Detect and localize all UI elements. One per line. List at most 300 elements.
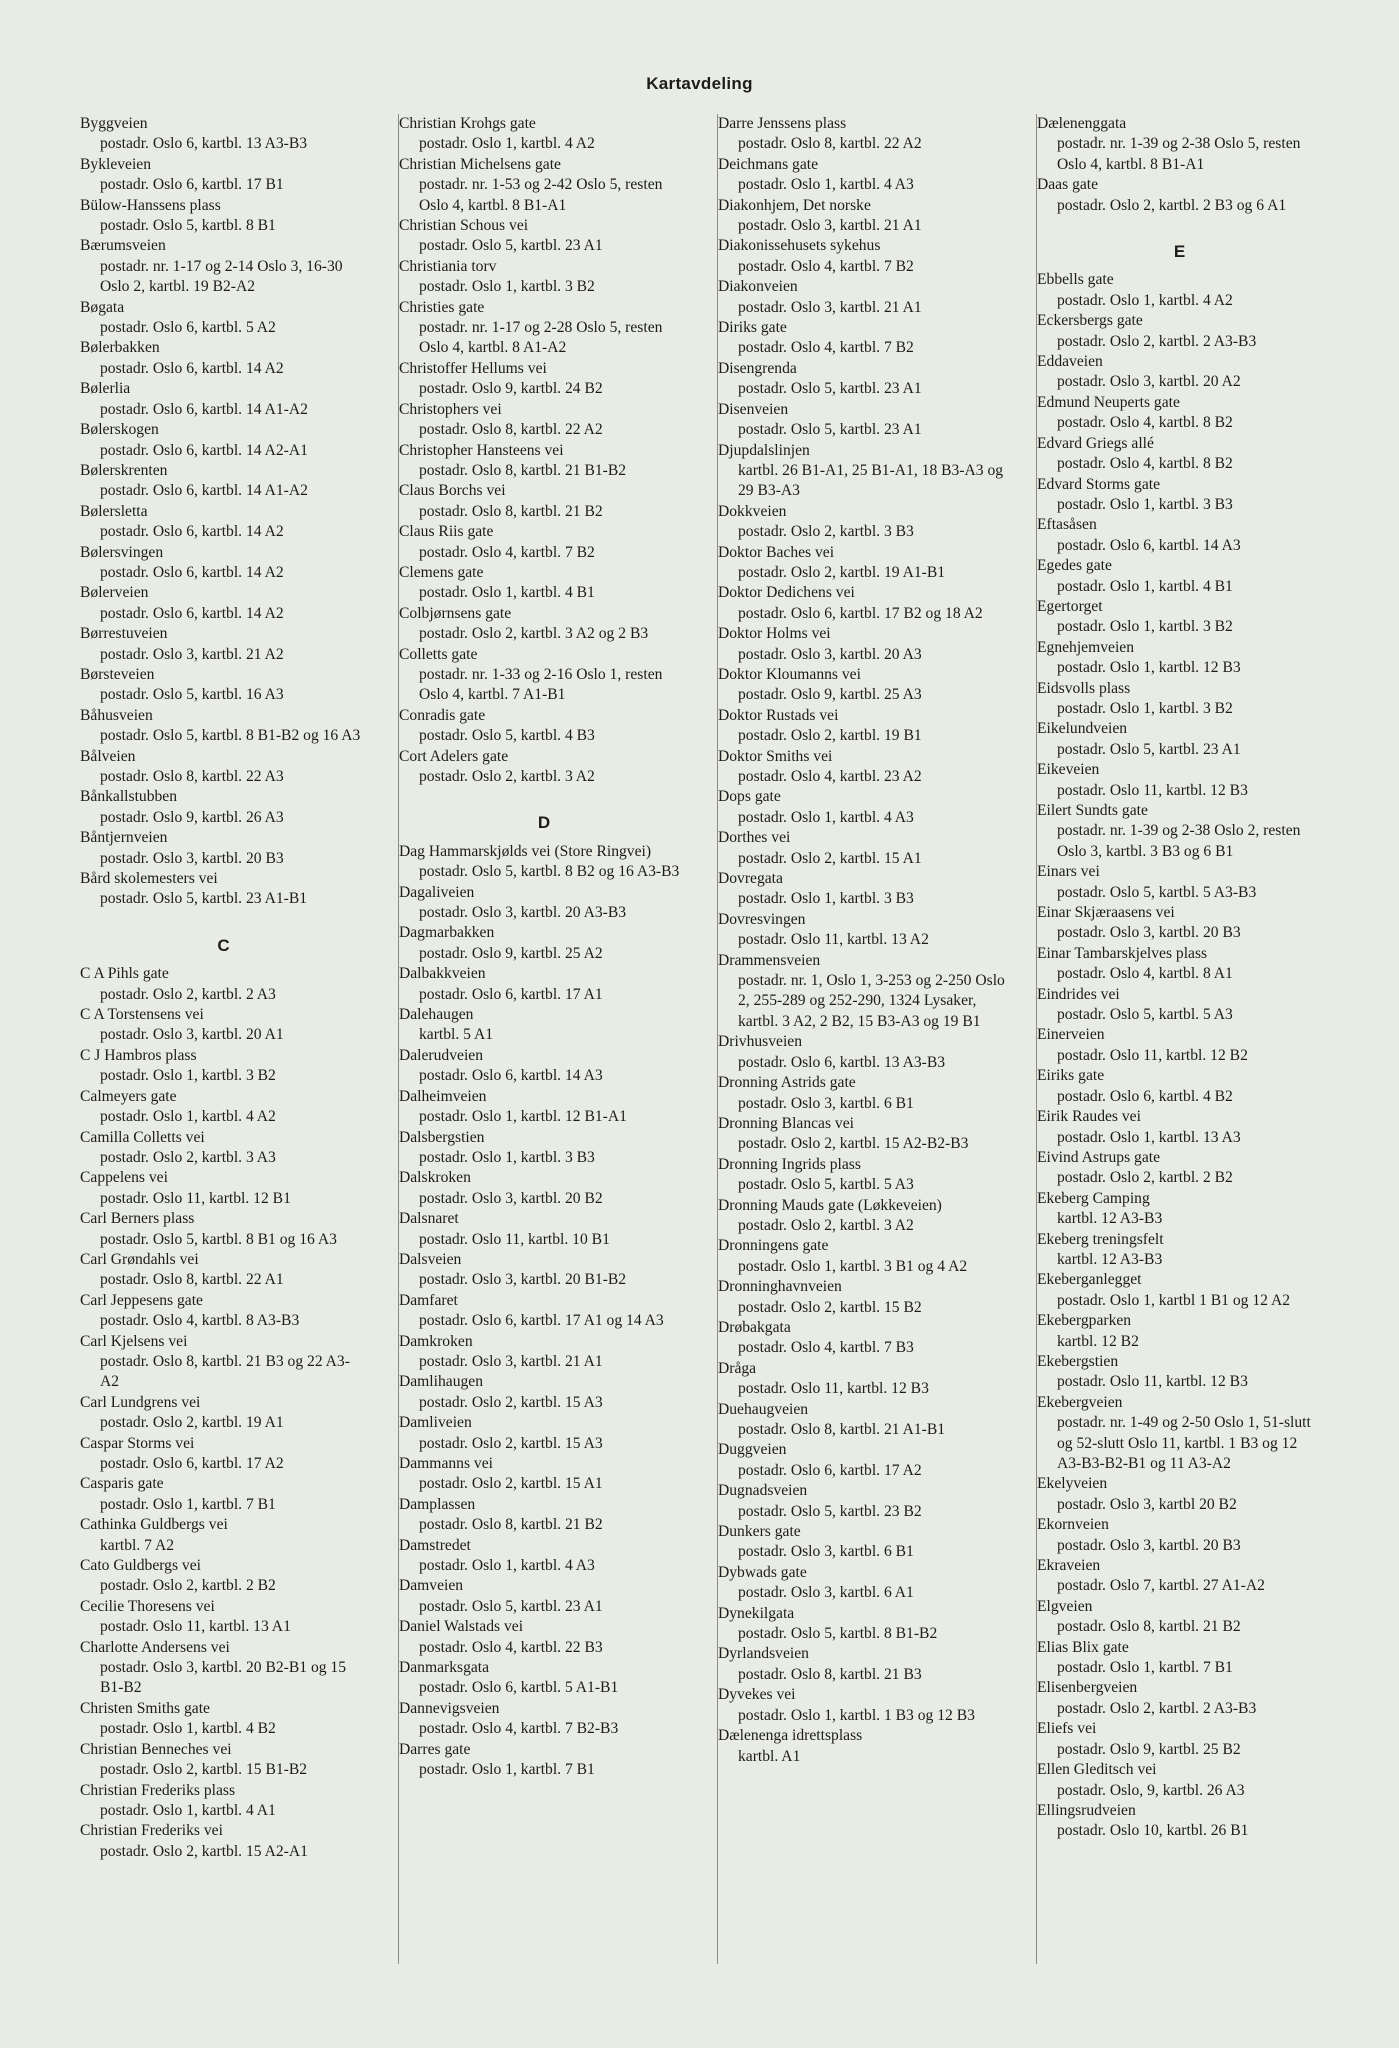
street-entry xyxy=(718,114,1008,155)
street-entry xyxy=(399,1740,689,1781)
street-name: Bølersletta xyxy=(80,502,148,520)
street-name: Børsteveien xyxy=(80,665,155,683)
street-name: Dronning Mauds gate (Løkkeveien) xyxy=(718,1196,942,1214)
street-entry xyxy=(1037,1801,1322,1842)
street-entry xyxy=(80,665,367,706)
street-address: postadr. Oslo 8, kartbl. 22 A1 xyxy=(100,1271,284,1289)
street-address: postadr. Oslo 6, kartbl. 13 A3-B3 xyxy=(738,1053,946,1071)
street-address: postadr. Oslo 5, kartbl. 8 B2 og 16 A3-B3 xyxy=(419,863,680,881)
street-name: Christian Benneches vei xyxy=(80,1740,232,1758)
street-address: postadr. Oslo 2, kartbl. 19 A1 xyxy=(100,1414,284,1432)
street-entry xyxy=(718,1440,1008,1481)
street-address: postadr. Oslo 2, kartbl. 15 B1-B2 xyxy=(100,1761,308,1779)
street-address: postadr. Oslo 2, kartbl. 3 A3 xyxy=(100,1148,276,1166)
street-address: postadr. Oslo 2, kartbl. 3 B3 xyxy=(738,523,914,541)
street-address: postadr. Oslo 4, kartbl. 22 B3 xyxy=(419,1638,603,1656)
street-entry xyxy=(399,1128,689,1169)
street-name: Christian Frederiks vei xyxy=(80,1822,223,1840)
street-entry xyxy=(1037,352,1322,393)
street-address: postadr. Oslo 11, kartbl. 12 B3 xyxy=(738,1380,929,1398)
street-entry xyxy=(718,583,1008,624)
street-address: kartbl. 12 A3-B3 xyxy=(1057,1210,1163,1228)
street-address: postadr. Oslo 6, kartbl. 14 A2 xyxy=(100,563,284,581)
street-entry xyxy=(1037,1066,1322,1107)
street-entry xyxy=(399,1699,689,1740)
street-name: Diakonissehusets sykehus xyxy=(718,237,881,255)
street-address: postadr. Oslo 4, kartbl. 7 B2 xyxy=(419,543,595,561)
street-entry xyxy=(80,1740,367,1781)
street-entry xyxy=(80,420,367,461)
section-letter: D xyxy=(537,813,551,833)
street-address: postadr. Oslo 1, kartbl. 4 A3 xyxy=(738,176,914,194)
street-address: postadr. Oslo 2, kartbl. 15 A3 xyxy=(419,1393,603,1411)
street-address: postadr. Oslo 5, kartbl. 23 A1 xyxy=(419,1597,603,1615)
street-address: postadr. Oslo 4, kartbl. 7 B2 xyxy=(738,257,914,275)
street-entry xyxy=(1037,1515,1322,1556)
street-entry xyxy=(399,964,689,1005)
street-entry xyxy=(399,1413,689,1454)
street-name: Colletts gate xyxy=(399,645,478,663)
street-entry xyxy=(718,1400,1008,1441)
street-name: Camilla Colletts vei xyxy=(80,1128,205,1146)
street-name: Egertorget xyxy=(1037,597,1103,615)
street-name: Damplassen xyxy=(399,1495,476,1513)
street-address: postadr. Oslo 1, kartbl. 3 B3 xyxy=(738,890,914,908)
street-name: Christian Krohgs gate xyxy=(399,115,536,132)
street-name: Drivhusveien xyxy=(718,1033,803,1051)
street-address: postadr. Oslo 5, kartbl. 8 B1-B2 og 16 A3 xyxy=(100,727,361,745)
street-entry xyxy=(1037,515,1322,556)
section-letter: C xyxy=(217,935,230,955)
street-entry xyxy=(399,1250,689,1291)
street-entry xyxy=(718,236,1008,277)
street-name: Edmund Neuperts gate xyxy=(1037,393,1180,411)
street-address: postadr. Oslo 8, kartbl. 22 A2 xyxy=(738,135,922,153)
street-name: Dalsveien xyxy=(399,1250,462,1268)
street-name: Bård skolemesters vei xyxy=(80,870,218,888)
street-name: Elias Blix gate xyxy=(1037,1638,1129,1656)
street-entry xyxy=(399,1495,689,1536)
street-address: postadr. Oslo 1, kartbl. 7 B1 xyxy=(1057,1659,1233,1677)
street-entry xyxy=(399,1209,689,1250)
street-entry xyxy=(718,400,1008,441)
street-entry xyxy=(1037,1107,1322,1148)
street-entry xyxy=(399,1454,689,1495)
street-entry xyxy=(718,543,1008,584)
street-entry xyxy=(399,883,689,924)
street-name: Eddaveien xyxy=(1037,353,1103,371)
street-address: postadr. Oslo 1, kartbl. 1 B3 og 12 B3 xyxy=(738,1706,975,1724)
street-address: postadr. Oslo 4, kartbl. 7 B3 xyxy=(738,1339,914,1357)
street-name: Daniel Walstads vei xyxy=(399,1618,524,1636)
street-name: Dammanns vei xyxy=(399,1455,493,1472)
street-entry xyxy=(80,155,367,196)
street-address: postadr. Oslo 5, kartbl. 5 A3 xyxy=(738,1176,914,1194)
street-entry xyxy=(1037,393,1322,434)
street-entry xyxy=(718,869,1008,910)
street-entry xyxy=(1037,719,1322,760)
street-name: Christoffer Hellums vei xyxy=(399,359,547,377)
street-address: postadr. Oslo 7, kartbl. 27 A1-A2 xyxy=(1057,1577,1265,1595)
street-entry xyxy=(1037,1270,1322,1311)
street-address: postadr. Oslo 9, kartbl. 25 A3 xyxy=(738,686,922,704)
street-entry xyxy=(718,1644,1008,1685)
street-entry xyxy=(399,441,689,482)
street-name: Ekraveien xyxy=(1037,1557,1101,1575)
street-entry xyxy=(718,828,1008,869)
street-address: postadr. Oslo 3, kartbl. 20 B3 xyxy=(1057,924,1241,942)
street-address: postadr. Oslo 1, kartbl. 4 A2 xyxy=(1057,291,1233,309)
street-address: postadr. nr. 1, Oslo 1, 3-253 og 2-250 Oslo 2, 255-289 og 252-290, 1324 Lysaker, kartbl. 3 A2, 2 B2, 15 B3-A3 og 19 B1 xyxy=(738,972,1005,1030)
street-name: Dronning Blancas vei xyxy=(718,1114,854,1132)
street-address: postadr. Oslo 6, kartbl. 17 A2 xyxy=(738,1461,922,1479)
street-entry xyxy=(80,1781,367,1822)
street-address: postadr. Oslo 3, kartbl. 21 A1 xyxy=(419,1352,603,1370)
street-entry xyxy=(80,298,367,339)
street-name: Christian Frederiks plass xyxy=(80,1781,236,1799)
street-entry xyxy=(80,1209,367,1250)
street-entry xyxy=(399,1658,689,1699)
street-name: Dag Hammarskjølds vei (Store Ringvei) xyxy=(399,842,652,860)
street-name: Calmeyers gate xyxy=(80,1087,177,1105)
street-address: postadr. Oslo 4, kartbl. 7 B2-B3 xyxy=(419,1720,619,1738)
street-name: Dorthes vei xyxy=(718,829,791,847)
street-address: postadr. Oslo 4, kartbl. 8 A3-B3 xyxy=(100,1312,300,1330)
street-entry xyxy=(80,1005,367,1046)
street-entry xyxy=(718,1196,1008,1237)
street-entry xyxy=(80,196,367,237)
street-entry xyxy=(718,1236,1008,1277)
street-entry xyxy=(718,747,1008,788)
street-name: Ekornveien xyxy=(1037,1516,1109,1534)
street-address: postadr. Oslo 6, kartbl. 4 B2 xyxy=(1057,1087,1233,1105)
street-address: postadr. Oslo 5, kartbl. 23 A1 xyxy=(419,237,603,255)
street-name: Dalheimveien xyxy=(399,1087,487,1105)
street-address: kartbl. 7 A2 xyxy=(100,1536,175,1554)
street-entry xyxy=(718,196,1008,237)
street-address: postadr. Oslo 3, kartbl. 20 B1-B2 xyxy=(419,1271,627,1289)
street-address: postadr. Oslo 2, kartbl. 2 A3 xyxy=(100,985,276,1003)
street-entry xyxy=(1037,1148,1322,1189)
street-address: kartbl. A1 xyxy=(738,1747,801,1765)
street-address: postadr. Oslo 10, kartbl. 26 B1 xyxy=(1057,1822,1249,1840)
street-address: postadr. Oslo 8, kartbl. 21 B3 og 22 A3-A2 xyxy=(100,1352,350,1391)
street-address: postadr. Oslo 6, kartbl. 14 A2 xyxy=(100,359,284,377)
street-entry xyxy=(399,923,689,964)
street-name: Ebbells gate xyxy=(1037,271,1114,289)
street-name: Båntjernveien xyxy=(80,829,168,847)
street-address: postadr. nr. 1-39 og 2-38 Oslo 5, resten Oslo 4, kartbl. 8 B1-A1 xyxy=(1057,135,1301,173)
street-name: Dråga xyxy=(718,1359,757,1377)
street-name: Ekelyveien xyxy=(1037,1475,1108,1493)
street-address: postadr. Oslo 1, kartbl. 4 A3 xyxy=(738,808,914,826)
street-entry xyxy=(1037,638,1322,679)
street-name: Carl Jeppesens gate xyxy=(80,1291,203,1309)
street-address: postadr. Oslo 8, kartbl. 22 A3 xyxy=(100,768,284,785)
street-address: postadr. Oslo 1, kartbl. 3 B2 xyxy=(1057,699,1233,717)
street-entry xyxy=(399,706,689,747)
street-entry xyxy=(1037,862,1322,903)
street-address: postadr. Oslo 2, kartbl. 15 A3 xyxy=(419,1434,603,1452)
street-name: Bølerskogen xyxy=(80,421,159,439)
street-address: postadr. Oslo 3, kartbl. 6 B1 xyxy=(738,1094,914,1112)
street-address: postadr. Oslo 6, kartbl. 14 A2-A1 xyxy=(100,441,308,459)
street-name: Doktor Dedichens vei xyxy=(718,584,855,602)
street-address: postadr. Oslo 3, kartbl. 21 A1 xyxy=(738,298,922,316)
street-name: Eftasåsen xyxy=(1037,516,1097,534)
street-address: postadr. Oslo 5, kartbl. 23 B2 xyxy=(738,1502,922,1520)
street-address: postadr. Oslo 2, kartbl. 2 A3-B3 xyxy=(1057,332,1257,350)
street-name: Cappelens vei xyxy=(80,1169,168,1187)
street-address: postadr. Oslo 9, kartbl. 26 A3 xyxy=(100,808,284,826)
street-name: Christophers vei xyxy=(399,400,502,418)
street-name: Dælenenggata xyxy=(1037,115,1127,132)
street-address: postadr. nr. 1-53 og 2-42 Oslo 5, resten Oslo 4, kartbl. 8 B1-A1 xyxy=(419,176,663,214)
street-name: Eidsvolls plass xyxy=(1037,679,1131,697)
street-name: Dalehaugen xyxy=(399,1006,474,1024)
street-name: Diakonhjem, Det norske xyxy=(718,196,871,214)
street-entry xyxy=(399,359,689,400)
street-address: postadr. Oslo 2, kartbl. 19 B1 xyxy=(738,727,922,745)
street-address: postadr. Oslo 11, kartbl. 10 B1 xyxy=(419,1230,610,1248)
street-entry xyxy=(80,338,367,379)
street-entry xyxy=(80,787,367,828)
street-name: Diriks gate xyxy=(718,319,787,337)
street-address: postadr. Oslo 2, kartbl. 2 B2 xyxy=(1057,1169,1233,1187)
street-entry xyxy=(80,747,367,788)
street-name: Dronning Astrids gate xyxy=(718,1074,856,1092)
street-address: postadr. Oslo 5, kartbl. 8 B1-B2 xyxy=(738,1625,938,1643)
street-name: Bånkallstubben xyxy=(80,788,178,806)
street-name: Byggveien xyxy=(80,115,148,132)
street-entry xyxy=(80,1291,367,1332)
street-entry xyxy=(1037,760,1322,801)
street-name: C A Pihls gate xyxy=(80,965,169,983)
street-name: C J Hambros plass xyxy=(80,1046,197,1064)
street-name: Damveien xyxy=(399,1577,464,1595)
street-name: Bålveien xyxy=(80,747,136,765)
street-address: postadr. Oslo 6, kartbl. 13 A3-B3 xyxy=(100,135,308,153)
street-address: postadr. Oslo 2, kartbl. 19 A1-B1 xyxy=(738,563,946,581)
street-name: Einar Tambarskjelves plass xyxy=(1037,944,1208,962)
street-name: Dybwads gate xyxy=(718,1563,807,1581)
street-name: Charlotte Andersens vei xyxy=(80,1638,230,1656)
street-entry xyxy=(80,1821,367,1862)
street-entry xyxy=(718,155,1008,196)
street-entry xyxy=(1037,114,1322,175)
street-address: postadr. nr. 1-33 og 2-16 Oslo 1, resten Oslo 4, kartbl. 7 A1-B1 xyxy=(419,665,663,704)
street-address: postadr. Oslo 11, kartbl. 12 B3 xyxy=(1057,781,1248,799)
street-entry xyxy=(718,1726,1008,1767)
street-name: Ekeberganlegget xyxy=(1037,1271,1142,1289)
street-address: postadr. Oslo 6, kartbl. 17 A1 og 14 A3 xyxy=(419,1312,664,1330)
street-name: Børrestuveien xyxy=(80,625,168,643)
street-entry xyxy=(718,1604,1008,1645)
street-entry xyxy=(718,1481,1008,1522)
street-entry xyxy=(718,502,1008,543)
street-name: Dyvekes vei xyxy=(718,1686,796,1704)
street-entry xyxy=(399,481,689,522)
street-name: Dovresvingen xyxy=(718,910,806,928)
column-1 xyxy=(80,114,367,1862)
street-name: Einerveien xyxy=(1037,1026,1105,1044)
street-address: postadr. Oslo 3, kartbl. 20 B2-B1 og 15 B1-B2 xyxy=(100,1659,347,1697)
street-entry xyxy=(80,964,367,1005)
street-name: Disengrenda xyxy=(718,359,797,377)
street-address: postadr. Oslo 6, kartbl. 14 A1-A2 xyxy=(100,482,308,500)
column-3 xyxy=(717,114,1008,1964)
street-name: Carl Kjelsens vei xyxy=(80,1332,188,1350)
street-name: Bølerskrenten xyxy=(80,461,168,479)
street-entry xyxy=(1037,1025,1322,1066)
street-entry xyxy=(399,400,689,441)
street-entry xyxy=(1037,270,1322,311)
street-entry xyxy=(80,1250,367,1291)
street-address: postadr. Oslo 3, kartbl. 20 A2 xyxy=(1057,373,1241,391)
street-address: postadr. Oslo 6, kartbl. 17 B1 xyxy=(100,176,284,194)
street-name: Ekebergveien xyxy=(1037,1393,1123,1411)
street-entry xyxy=(399,1617,689,1658)
street-entry xyxy=(718,787,1008,828)
street-entry xyxy=(399,1372,689,1413)
street-address: postadr. Oslo, 9, kartbl. 26 A3 xyxy=(1057,1781,1245,1799)
street-entry xyxy=(718,1073,1008,1114)
street-name: Clemens gate xyxy=(399,563,484,581)
street-entry xyxy=(399,522,689,563)
street-address: postadr. Oslo 9, kartbl. 25 A2 xyxy=(419,944,603,962)
street-entry xyxy=(80,1128,367,1169)
street-name: Christen Smiths gate xyxy=(80,1699,210,1717)
street-entry xyxy=(399,842,689,883)
street-name: Dokkveien xyxy=(718,502,787,520)
street-entry xyxy=(718,1522,1008,1563)
street-name: Doktor Smiths vei xyxy=(718,747,833,765)
street-address: postadr. Oslo 5, kartbl. 23 A1 xyxy=(1057,740,1241,758)
street-name: Damfaret xyxy=(399,1291,458,1309)
street-name: Eckersbergs gate xyxy=(1037,312,1143,330)
street-name: Edvard Griegs allé xyxy=(1037,434,1154,452)
street-name: Christies gate xyxy=(399,298,485,316)
street-entry xyxy=(80,1515,367,1556)
street-name: Einars vei xyxy=(1037,863,1100,881)
street-address: postadr. Oslo 4, kartbl. 7 B2 xyxy=(738,339,914,357)
street-address: postadr. Oslo 8, kartbl. 21 A1-B1 xyxy=(738,1421,946,1438)
street-address: postadr. Oslo 2, kartbl. 2 B2 xyxy=(100,1577,276,1595)
street-address: postadr. Oslo 5, kartbl. 5 A3 xyxy=(1057,1006,1233,1024)
street-name: Eikelundveien xyxy=(1037,720,1128,738)
street-address: postadr. Oslo 2, kartbl. 15 A1 xyxy=(738,849,922,867)
street-entry xyxy=(1037,475,1322,516)
street-entry xyxy=(399,155,689,216)
street-address: postadr. Oslo 5, kartbl. 16 A3 xyxy=(100,686,284,704)
street-entry xyxy=(399,563,689,604)
street-entry xyxy=(718,706,1008,747)
street-name: C A Torstensens vei xyxy=(80,1006,204,1024)
street-name: Dælenenga idrettsplass xyxy=(718,1727,863,1745)
street-address: postadr. Oslo 11, kartbl. 12 B2 xyxy=(1057,1046,1248,1064)
street-address: postadr. Oslo 5, kartbl. 5 A3-B3 xyxy=(1057,883,1257,901)
street-name: Diakonveien xyxy=(718,278,798,296)
street-address: postadr. Oslo 1, kartbl. 4 A1 xyxy=(100,1801,276,1819)
street-address: postadr. Oslo 11, kartbl. 12 B3 xyxy=(1057,1373,1248,1391)
street-address: postadr. Oslo 3, kartbl. 20 A3 xyxy=(738,645,922,663)
street-entry xyxy=(1037,944,1322,985)
street-address: postadr. Oslo 6, kartbl. 14 A2 xyxy=(100,604,284,622)
street-entry xyxy=(399,257,689,298)
street-name: Dalbakkveien xyxy=(399,965,486,983)
street-name: Elisenbergveien xyxy=(1037,1679,1138,1697)
street-name: Eliefs vei xyxy=(1037,1720,1097,1738)
street-address: postadr. Oslo 6, kartbl. 14 A3 xyxy=(419,1067,603,1085)
street-address: postadr. nr. 1-17 og 2-28 Oslo 5, resten Oslo 4, kartbl. 8 A1-A2 xyxy=(419,319,663,357)
street-address: postadr. Oslo 6, kartbl. 17 A2 xyxy=(100,1455,284,1472)
street-address: kartbl. 12 B2 xyxy=(1057,1332,1139,1350)
street-name: Dalskroken xyxy=(399,1169,471,1187)
street-address: postadr. Oslo 1, kartbl 1 B1 og 12 A2 xyxy=(1057,1291,1291,1309)
street-address: postadr. Oslo 1, kartbl. 3 B2 xyxy=(1057,618,1233,636)
street-name: Damstredet xyxy=(399,1536,471,1554)
street-address: postadr. Oslo 2, kartbl. 15 A2-A1 xyxy=(100,1842,308,1860)
street-address: postadr. Oslo 5, kartbl. 23 A1 xyxy=(738,421,922,439)
street-address: postadr. Oslo 6, kartbl. 14 A3 xyxy=(1057,536,1241,554)
street-entry xyxy=(399,114,689,155)
street-entry xyxy=(718,1155,1008,1196)
street-name: Claus Riis gate xyxy=(399,523,494,541)
street-entry xyxy=(1037,434,1322,475)
street-name: Dugnadsveien xyxy=(718,1482,808,1500)
street-entry xyxy=(80,706,367,747)
street-address: postadr. nr. 1-39 og 2-38 Oslo 2, resten Oslo 3, kartbl. 3 B3 og 6 B1 xyxy=(1057,822,1301,860)
street-entry xyxy=(718,1114,1008,1155)
street-name: Carl Grøndahls vei xyxy=(80,1250,199,1268)
street-entry xyxy=(80,379,367,420)
street-entry xyxy=(718,359,1008,400)
street-name: Carl Berners plass xyxy=(80,1210,195,1228)
street-address: kartbl. 12 A3-B3 xyxy=(1057,1250,1163,1268)
street-name: Conradis gate xyxy=(399,706,486,724)
street-address: postadr. Oslo 6, kartbl. 14 A2 xyxy=(100,523,284,541)
street-entry xyxy=(1037,1230,1322,1271)
street-address: postadr. Oslo 2, kartbl. 15 A1 xyxy=(419,1475,603,1493)
street-entry xyxy=(718,910,1008,951)
street-name: Ekebergstien xyxy=(1037,1352,1119,1370)
street-name: Bølerbakken xyxy=(80,339,160,357)
street-address: postadr. Oslo 5, kartbl. 8 B1 xyxy=(100,217,276,235)
street-address: postadr. Oslo 9, kartbl. 24 B2 xyxy=(419,380,603,398)
street-address: postadr. Oslo 11, kartbl. 13 A2 xyxy=(738,931,929,949)
street-address: postadr. Oslo 4, kartbl. 8 A1 xyxy=(1057,965,1233,983)
street-address: postadr. Oslo 3, kartbl. 21 A2 xyxy=(100,645,284,663)
street-name: Drammensveien xyxy=(718,951,821,969)
street-address: postadr. Oslo 5, kartbl. 8 B1 og 16 A3 xyxy=(100,1230,337,1248)
street-entry xyxy=(80,1434,367,1475)
street-name: Dyrlandsveien xyxy=(718,1645,809,1663)
street-name: Egnehjemveien xyxy=(1037,638,1134,656)
street-address: postadr. Oslo 6, kartbl. 17 A1 xyxy=(419,985,603,1003)
street-address: postadr. Oslo 3, kartbl. 6 B1 xyxy=(738,1543,914,1561)
street-entry xyxy=(399,1536,689,1577)
street-address: postadr. Oslo 3, kartbl. 20 A1 xyxy=(100,1026,284,1044)
street-name: Dronninghavnveien xyxy=(718,1278,842,1296)
street-address: postadr. Oslo 2, kartbl. 3 A2 xyxy=(419,768,595,785)
street-name: Cato Guldbergs vei xyxy=(80,1557,201,1575)
street-name: Casparis gate xyxy=(80,1475,164,1493)
street-name: Dalerudveien xyxy=(399,1046,483,1064)
street-name: Claus Borchs vei xyxy=(399,482,506,500)
street-address: postadr. Oslo 1, kartbl. 4 A2 xyxy=(100,1108,276,1126)
street-entry xyxy=(1037,1678,1322,1719)
street-entry xyxy=(80,828,367,869)
